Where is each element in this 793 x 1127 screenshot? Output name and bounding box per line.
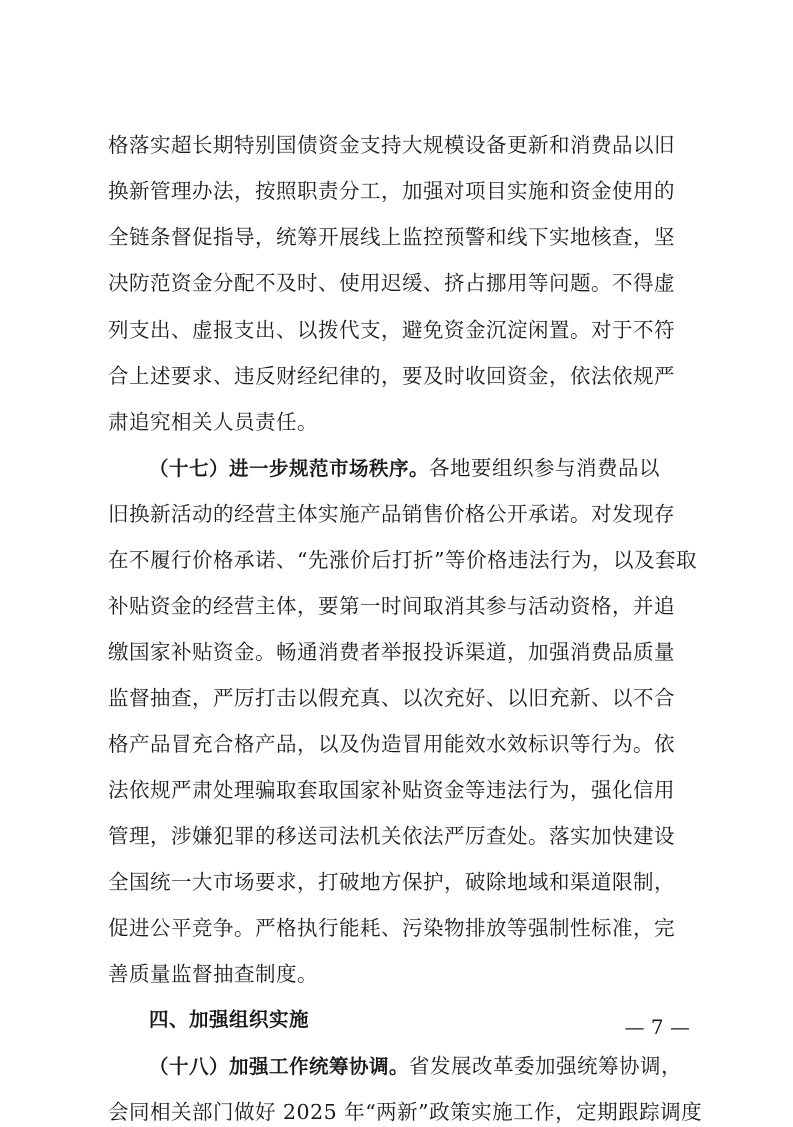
body-line: 全链条督促指导，统筹开展线上监控预警和线下实地核查，坚 <box>108 225 675 249</box>
body-line: 决防范资金分配不及时、使用迟缓、挤占挪用等问题。不得虚 <box>108 271 675 295</box>
body-line: 肃追究相关人员责任。 <box>108 410 318 434</box>
body-line: 会同相关部门做好 2025 年“两新”政策实施工作，定期跟踪调度 <box>108 1100 703 1124</box>
body-line: 换新管理办法，按照职责分工，加强对项目实施和资金使用的 <box>108 179 675 203</box>
section-18-first-line <box>149 1051 690 1082</box>
page-number: — 7 — <box>624 1015 690 1039</box>
body-line: 在不履行价格承诺、“先涨价后打折”等价格违法行为，以及套取 <box>108 548 697 572</box>
section-17-first-line <box>149 453 690 484</box>
body-line: 格产品冒充合格产品，以及伪造冒用能效水效标识等行为。依 <box>108 732 675 756</box>
body-line: 补贴资金的经营主体，要第一时间取消其参与活动资格，并追 <box>108 594 675 618</box>
body-line: 管理，涉嫌犯罪的移送司法机关依法严厉查处。落实加快建设 <box>108 824 675 848</box>
body-line: 促进公平竞争。严格执行能耗、污染物排放等强制性标准，完 <box>108 916 675 940</box>
section-17-first-text: 各地要组织参与消费品以 <box>429 456 661 480</box>
body-line: 监督抽查，严厉打击以假充真、以次充好、以旧充新、以不合 <box>108 686 675 710</box>
body-line: 合上述要求、违反财经纪律的，要及时收回资金，依法依规严 <box>108 364 675 388</box>
body-line: 全国统一大市场要求，打破地方保护，破除地域和渠道限制， <box>108 870 675 894</box>
section-4-heading: 四、加强组织实施 <box>149 1008 310 1031</box>
body-line: 列支出、虚报支出、以拨代支，避免资金沉淀闲置。对于不符 <box>108 318 675 342</box>
section-17-heading: （十七）进一步规范市场秩序。 <box>149 457 430 480</box>
body-line: 格落实超长期特别国债资金支持大规模设备更新和消费品以旧 <box>108 133 675 157</box>
body-line: 旧换新活动的经营主体实施产品销售价格公开承诺。对发现存 <box>108 502 675 526</box>
body-line: 善质量监督抽查制度。 <box>108 962 318 986</box>
section-18-first-text: 省发展改革委加强统筹协调， <box>409 1054 683 1078</box>
body-line: 缴国家补贴资金。畅通消费者举报投诉渠道，加强消费品质量 <box>108 640 675 664</box>
section-18-heading: （十八）加强工作统筹协调。 <box>149 1055 410 1078</box>
body-line: 法依规严肃处理骗取套取国家补贴资金等违法行为，强化信用 <box>108 778 675 802</box>
